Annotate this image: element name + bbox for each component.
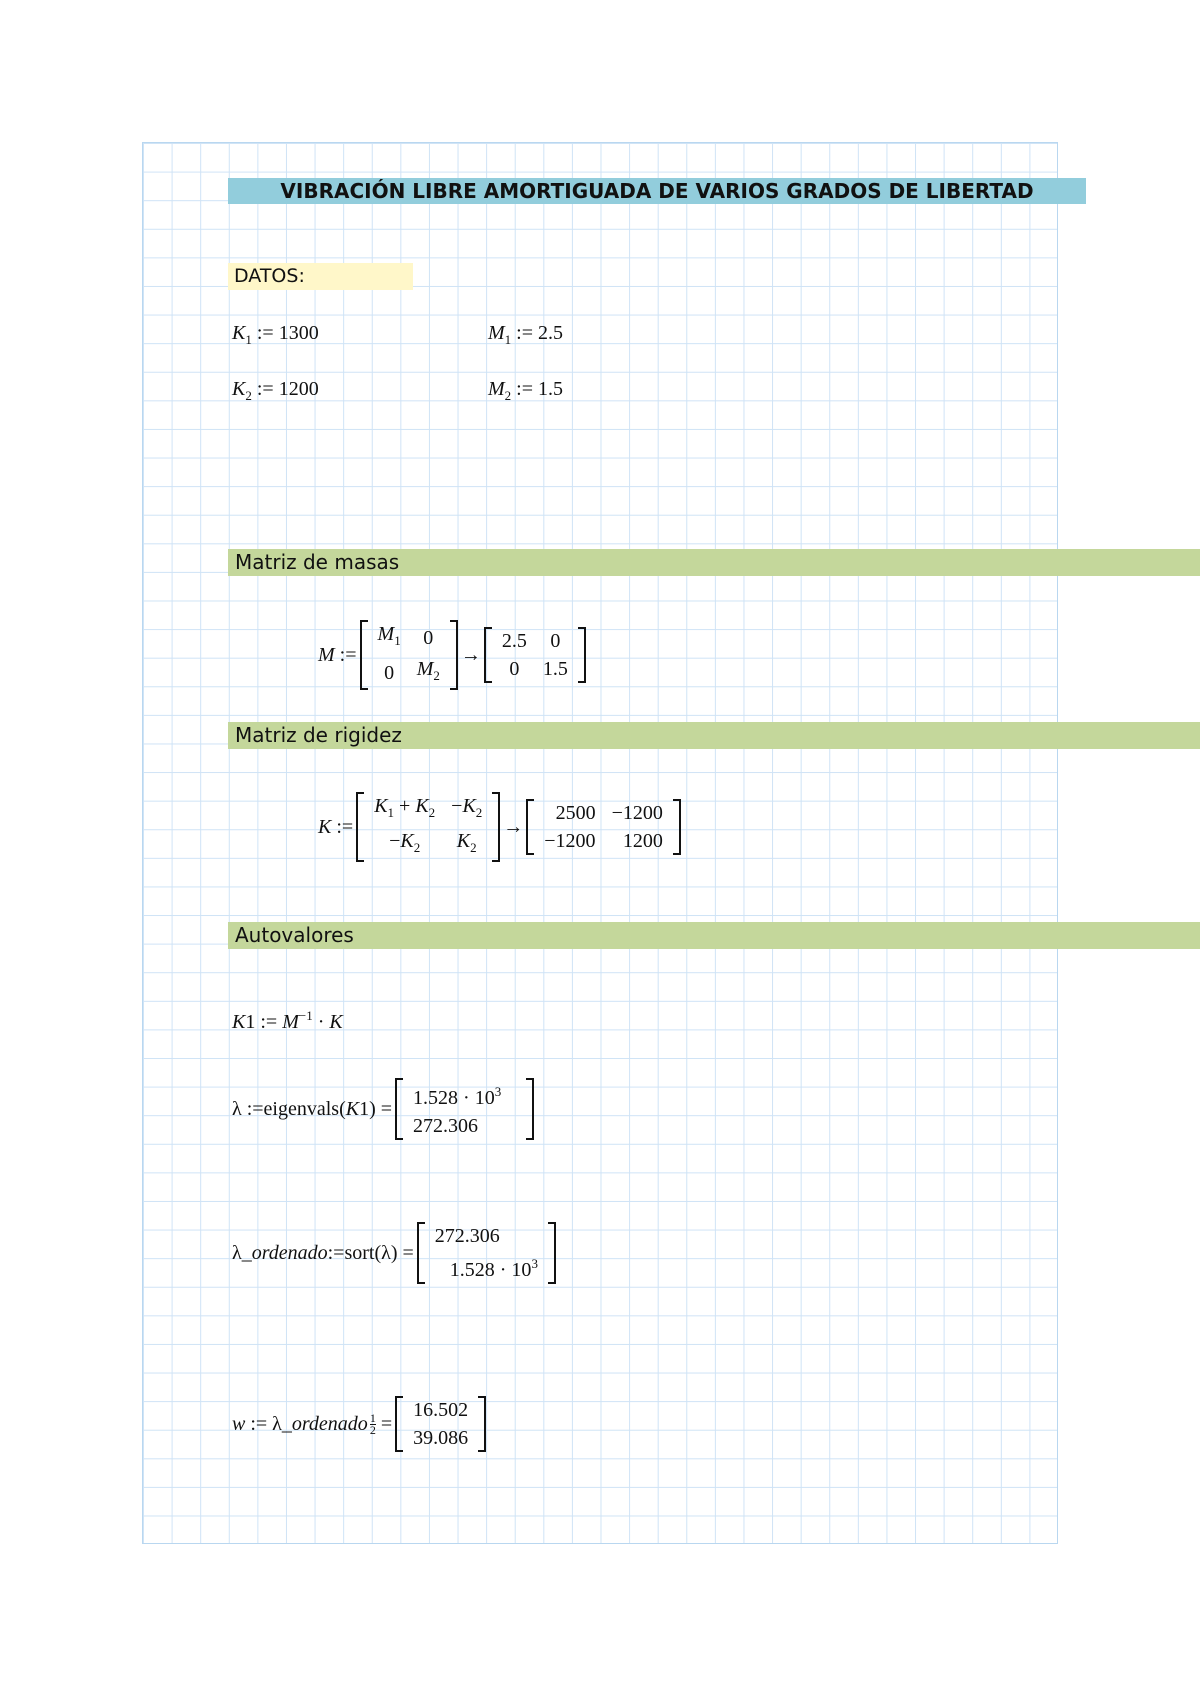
mass-matrix-expression: M := $M_1$ 0 0 $M_2$ → 2.5 0 0 1.5 — [318, 620, 589, 690]
section-matriz-masas: Matriz de masas — [228, 549, 1200, 576]
k1-inverse-definition: K1 := $M^{-1} \cdot K$ — [232, 1008, 343, 1033]
stiffness-matrix-expression: K := $K_1 + K_2$ $-K_2$ $-K_2$ $K_2$ → 2500 −1200 −1200 1200 — [318, 792, 684, 862]
mass-matrix-symbolic: $M_1$ 0 0 $M_2$ — [360, 620, 458, 690]
k1-definition: $K_1$ := 1300 — [232, 322, 319, 347]
stiffness-matrix-symbolic: $K_1 + K_2$ $-K_2$ $-K_2$ $K_2$ — [356, 792, 500, 862]
section-matriz-rigidez: Matriz de rigidez — [228, 722, 1200, 749]
mass-matrix-result: 2.5 0 0 1.5 — [484, 627, 586, 683]
m2-definition: $M_2$ := 1.5 — [488, 378, 564, 403]
half-exponent: $\frac{1}{2}$ — [369, 1410, 376, 1437]
sorted-eigenvalues-expression: λ _ordenado := sort (λ) = 272.306 $1.528 \cdot 10^3$ — [232, 1222, 559, 1284]
k2-value: 1200 — [278, 378, 319, 400]
datos-label: DATOS: — [228, 263, 413, 290]
sorted-eigenvalues-result: 272.306 $1.528 \cdot 10^3$ — [417, 1222, 556, 1284]
eigenvalues-expression: λ := eigenvals ( K 1) = $1.528 \cdot 10^3$ 272.306 — [232, 1078, 537, 1140]
eigenvalues-result: $1.528 \cdot 10^3$ 272.306 — [395, 1078, 534, 1140]
omega-result: 16.502 39.086 — [395, 1396, 486, 1452]
eigenvals-function: eigenvals — [263, 1097, 340, 1120]
sort-function: sort — [344, 1241, 375, 1264]
m1-value: 2.5 — [538, 322, 564, 344]
stiffness-matrix-result: 2500 −1200 −1200 1200 — [526, 799, 681, 855]
section-autovalores: Autovalores — [228, 922, 1200, 949]
m2-value: 1.5 — [538, 378, 564, 400]
omega-expression: w := λ _ordenado $\frac{1}{2}$ = 16.502 39.086 — [232, 1396, 489, 1452]
page-title: VIBRACIÓN LIBRE AMORTIGUADA DE VARIOS GRADOS DE LIBERTAD — [228, 178, 1086, 204]
k1-value: 1300 — [278, 322, 319, 344]
k2-definition: $K_2$ := 1200 — [232, 378, 319, 403]
m1-definition: $M_1$ := 2.5 — [488, 322, 564, 347]
